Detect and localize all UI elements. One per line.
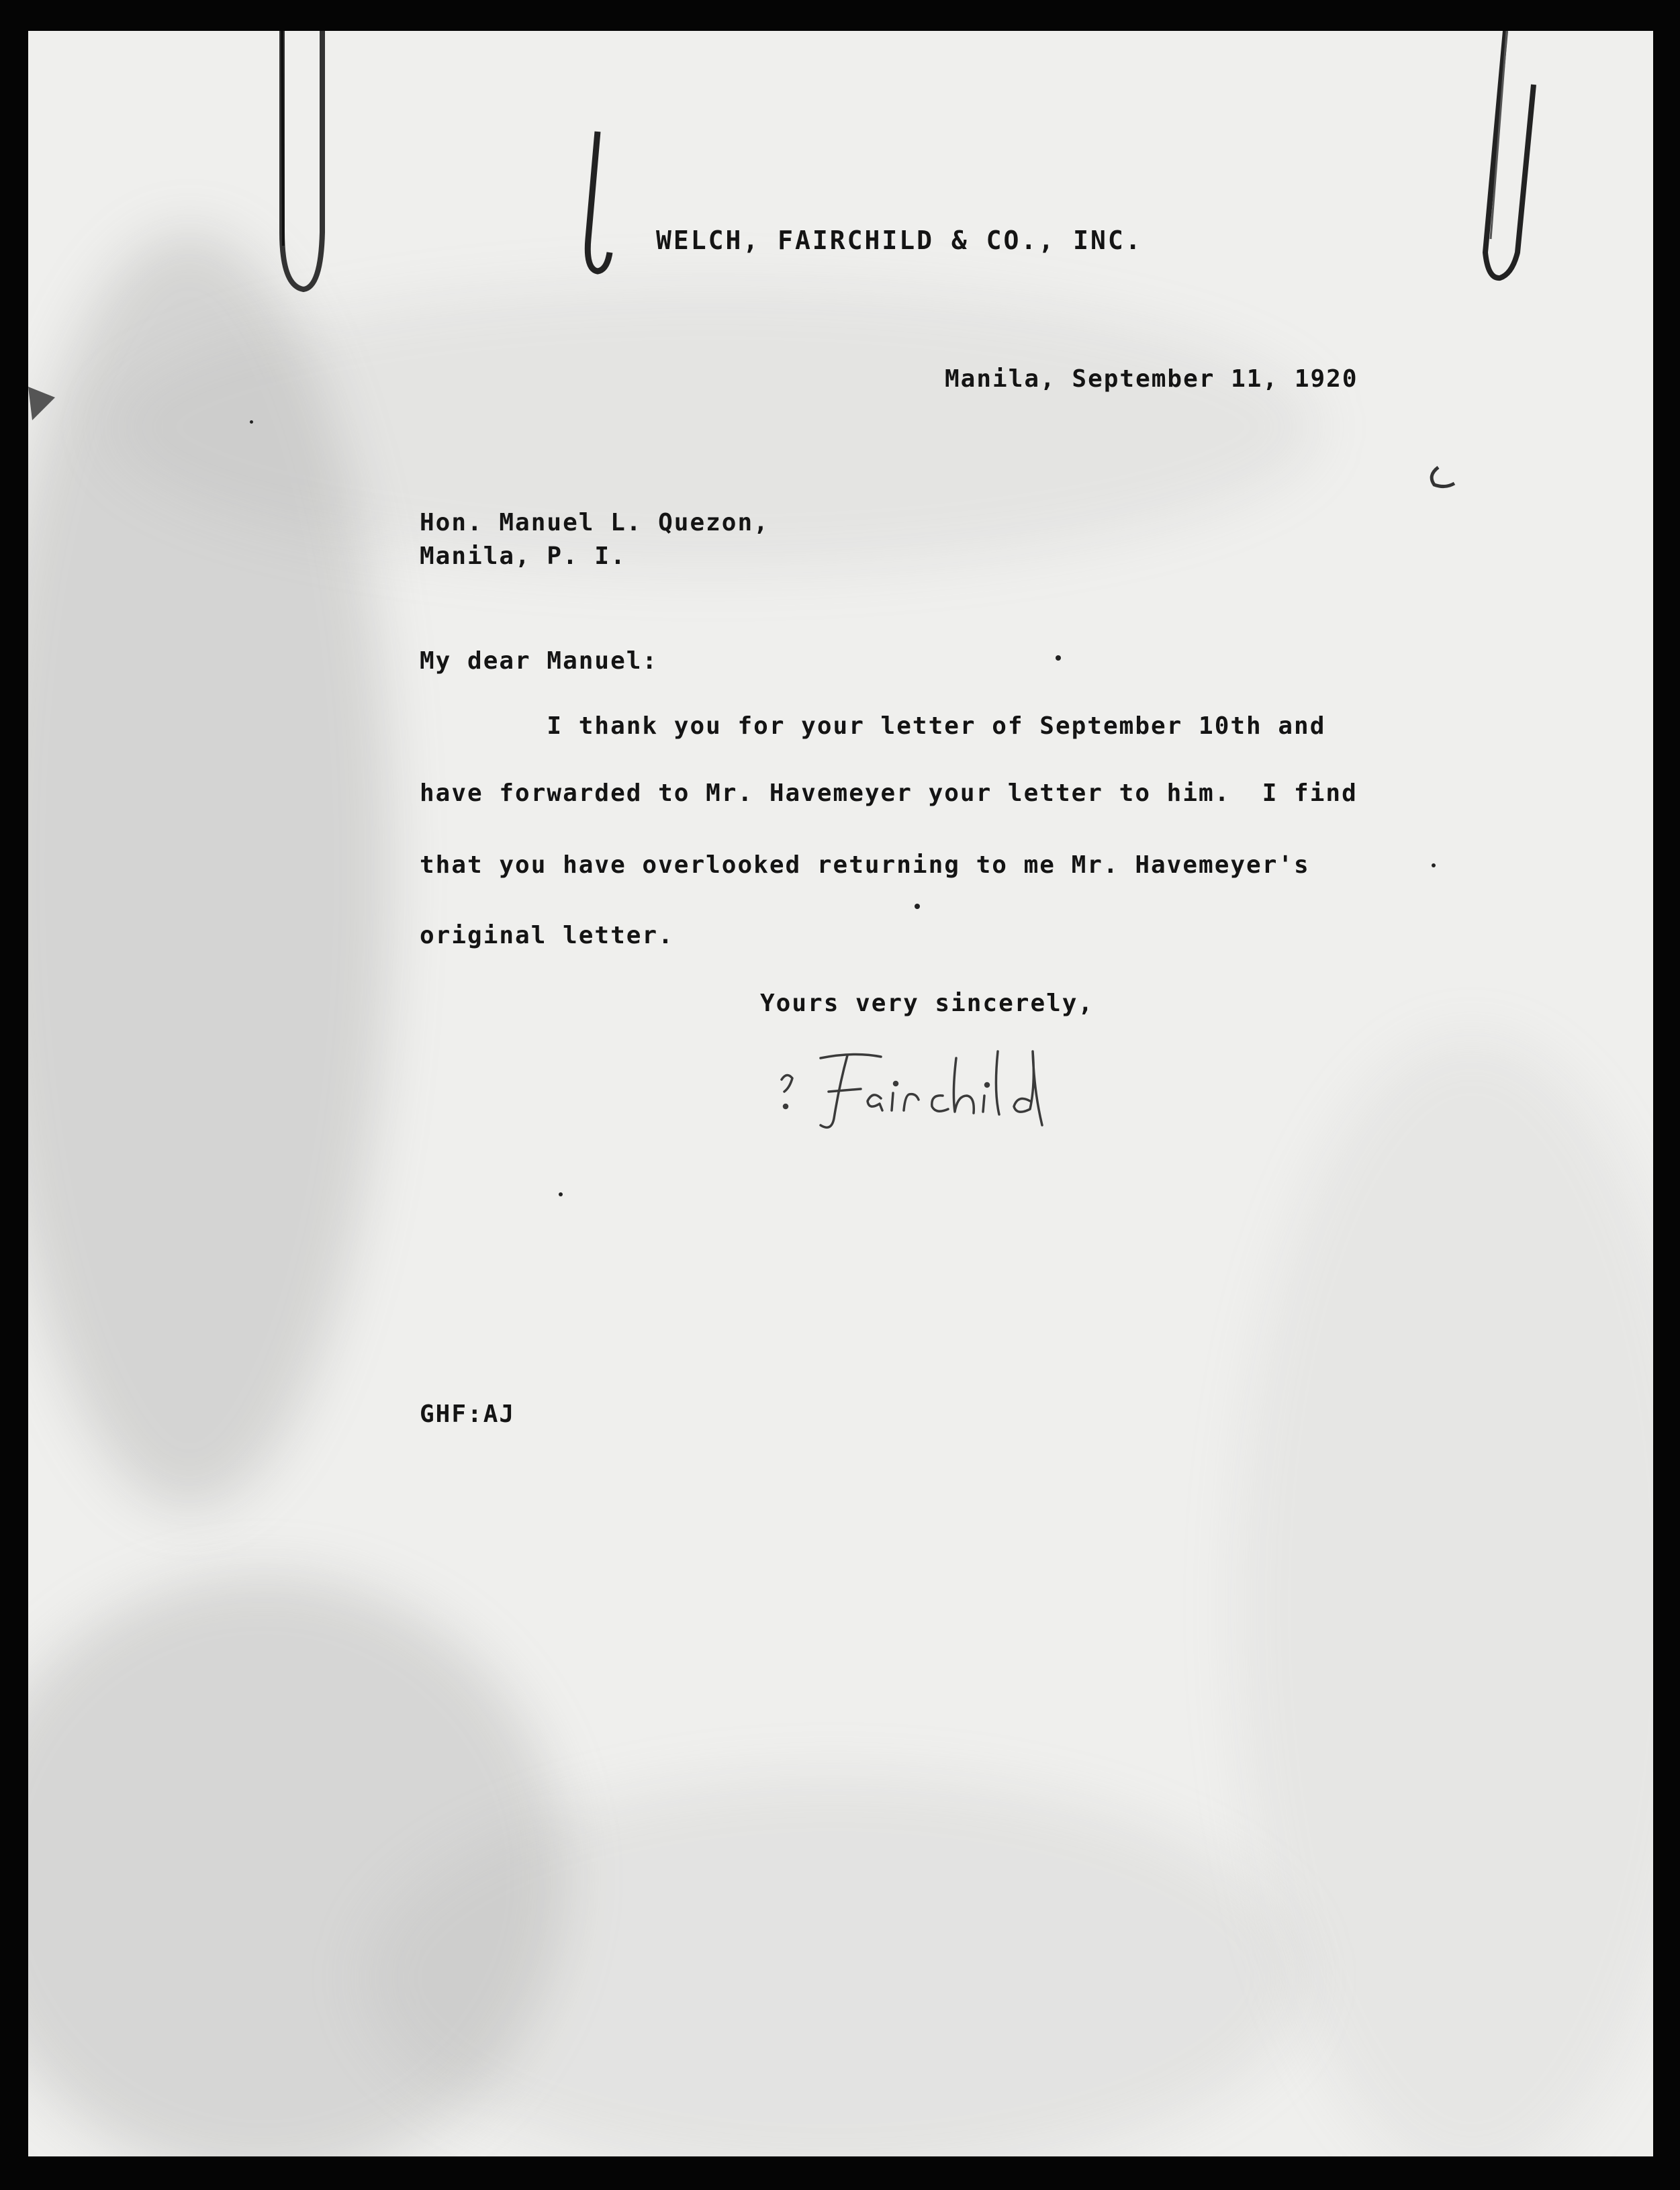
body-line: I thank you for your letter of September 10th and — [420, 712, 1326, 740]
salutation: My dear Manuel: — [420, 647, 659, 675]
recipient-name: Hon. Manuel L. Quezon, — [420, 509, 769, 536]
recipient-address: Manila, P. I. — [420, 542, 626, 570]
closing: Yours very sincerely, — [760, 990, 1094, 1017]
ink-speck — [250, 420, 253, 424]
ink-speck — [1432, 863, 1436, 867]
body-line: original letter. — [420, 922, 674, 949]
body-line: that you have overlooked returning to me Mr. Havemeyer's — [420, 851, 1310, 879]
body-line: have forwarded to Mr. Havemeyer your letter to him. I find — [420, 779, 1358, 807]
ink-speck — [915, 904, 920, 909]
paper-clip-left-icon — [256, 31, 330, 299]
signature — [767, 1031, 1076, 1139]
paper-clip-right-icon — [1458, 31, 1539, 286]
paper-clip-middle-icon — [565, 118, 619, 293]
ink-speck — [1056, 655, 1061, 661]
reference-initials: GHF:AJ — [420, 1400, 516, 1428]
date-line: Manila, September 11, 1920 — [945, 365, 1358, 393]
ink-speck — [559, 1192, 563, 1196]
paper-stain — [364, 1776, 1304, 2156]
letterhead: WELCH, FAIRCHILD & CO., INC. — [656, 226, 1143, 255]
letter-page — [28, 31, 1653, 2156]
ink-mark-icon — [1425, 461, 1472, 494]
torn-edge-mark-icon — [28, 380, 68, 434]
